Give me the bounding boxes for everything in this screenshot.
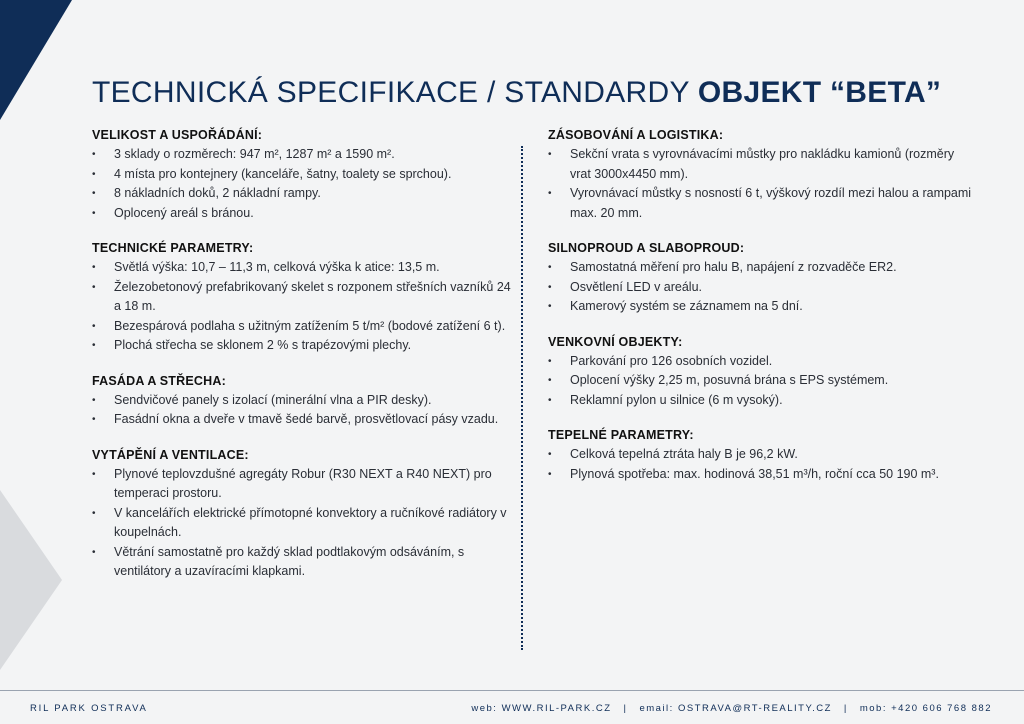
bullet-list [548, 145, 978, 223]
list-item-text: Samostatná měření pro halu B, napájení z rozvaděče ER2. [570, 260, 897, 274]
list-item [92, 278, 512, 317]
bullet-icon: • [92, 468, 96, 480]
list-item-text: Plynové teplovzdušné agregáty Robur (R30 NEXT a R40 NEXT) pro temperaci prostoru. [114, 466, 492, 500]
list-item [92, 336, 512, 356]
footer-email-link[interactable]: email: OSTRAVA@RT-REALITY.CZ [639, 703, 832, 714]
list-item-text: Parkování pro 126 osobních vozidel. [570, 353, 773, 368]
bullet-list [92, 258, 512, 356]
footer-separator: | [623, 703, 628, 714]
list-item [548, 145, 978, 184]
spec-section [92, 241, 512, 356]
footer-brand: RIL PARK OSTRAVA [30, 703, 148, 714]
spec-section [548, 428, 978, 484]
list-item [92, 165, 512, 185]
list-item-text: Kamerový systém se záznamem na 5 dní. [570, 299, 803, 313]
bullet-icon: • [92, 149, 96, 160]
list-item-text: Sendvičové panely s izolací (minerální vlna a PIR desky). [114, 392, 432, 407]
section-heading: VELIKOST A USPOŘÁDÁNÍ: [92, 128, 263, 142]
list-item-text: 3 sklady o rozměrech: 947 m², 1287 m² a 1590 m². [114, 147, 395, 161]
right-column [548, 128, 978, 502]
bullet-list [548, 352, 978, 411]
list-item-text: 8 nákladních doků, 2 nákladní rampy. [114, 186, 321, 200]
spec-section [92, 448, 512, 582]
list-item [92, 145, 512, 165]
list-item-text: Oplocení výšky 2,25 m, posuvná brána s EPS systémem. [570, 373, 889, 387]
bullet-list [92, 465, 512, 582]
bullet-list [548, 258, 978, 317]
list-item [548, 371, 978, 391]
list-item-text: V kancelářích elektrické přímotopné konvektory a ručníkové radiátory v koupelnách. [114, 505, 507, 539]
footer-divider [0, 690, 1024, 691]
bullet-icon: • [92, 188, 96, 199]
section-heading: SILNOPROUD A SLABOPROUD: [548, 241, 745, 255]
bullet-icon: • [92, 340, 96, 351]
list-item-text: Fasádní okna a dveře v tmavě šedé barvě, prosvětlovací pásy vzadu. [114, 412, 499, 426]
section-heading: VYTÁPĚNÍ A VENTILACE: [92, 447, 249, 462]
bullet-icon: • [548, 262, 552, 273]
list-item-text: Osvětlení LED v areálu. [570, 279, 703, 294]
list-item [548, 391, 978, 411]
list-item-text: Železobetonový prefabrikovaný skelet s rozponem střešních vazníků 24 a 18 m. [114, 279, 511, 313]
bullet-list [548, 445, 978, 484]
section-heading: FASÁDA A STŘECHA: [92, 373, 226, 388]
bullet-icon: • [548, 375, 552, 386]
list-item-text: Bezespárová podlaha s užitným zatížením 5 t/m² (bodové zatížení 6 t). [114, 318, 506, 333]
list-item [548, 297, 978, 317]
bullet-list [92, 391, 512, 430]
spec-section [92, 374, 512, 430]
list-item [92, 317, 512, 337]
bullet-icon: • [548, 468, 552, 480]
bullet-icon: • [548, 281, 552, 293]
list-item [92, 391, 512, 411]
bullet-icon: • [92, 414, 96, 425]
section-heading: TECHNICKÉ PARAMETRY: [92, 241, 254, 255]
spec-section [92, 128, 512, 223]
footer-web-link[interactable]: web: WWW.RIL-PARK.CZ [471, 703, 612, 714]
bullet-icon: • [548, 394, 552, 406]
list-item-text: Reklamní pylon u silnice (6 m vysoký). [570, 392, 783, 407]
list-item-text: Oplocený areál s bránou. [114, 205, 254, 220]
bullet-icon: • [92, 281, 96, 293]
side-triangle-decoration [0, 490, 62, 670]
list-item [92, 410, 512, 430]
section-heading: ZÁSOBOVÁNÍ A LOGISTIKA: [548, 128, 724, 142]
bullet-icon: • [548, 301, 552, 312]
spec-section [548, 128, 978, 223]
footer-phone: mob: +420 606 768 882 [859, 703, 992, 714]
bullet-icon: • [92, 546, 96, 558]
page-title [92, 76, 992, 110]
list-item [548, 445, 978, 465]
bullet-icon: • [92, 507, 96, 519]
list-item [92, 465, 512, 504]
list-item [548, 352, 978, 372]
list-item [548, 278, 978, 298]
bullet-icon: • [92, 168, 96, 180]
list-item-text: Vyrovnávací můstky s nosností 6 t, výškový rozdíl mezi halou a rampami max. 20 mm. [570, 186, 972, 220]
corner-triangle-decoration [0, 0, 72, 120]
list-item [92, 504, 512, 543]
footer-contacts [471, 703, 992, 714]
list-item [92, 258, 512, 278]
list-item [548, 258, 978, 278]
section-heading: VENKOVNÍ OBJEKTY: [548, 334, 683, 349]
list-item [92, 204, 512, 224]
bullet-icon: • [92, 262, 96, 273]
list-item-text: Světlá výška: 10,7 – 11,3 m, celková výška k atice: 13,5 m. [114, 260, 440, 274]
left-column [92, 128, 512, 600]
bullet-icon: • [548, 149, 552, 160]
column-divider [521, 146, 523, 650]
list-item [548, 465, 978, 485]
bullet-icon: • [548, 355, 552, 367]
spec-section [548, 335, 978, 411]
list-item-text: Plynová spotřeba: max. hodinová 38,51 m³/h, roční cca 50 190 m³. [570, 466, 939, 481]
list-item [92, 184, 512, 204]
bullet-icon: • [92, 207, 96, 219]
bullet-icon: • [92, 320, 96, 332]
list-item-text: Větrání samostatně pro každý sklad podtlakovým odsáváním, s ventilátory a uzavíracími klapkami. [114, 544, 465, 578]
spec-section [548, 241, 978, 317]
bullet-icon: • [92, 394, 96, 406]
list-item-text: Celková tepelná ztráta haly B je 96,2 kW. [570, 447, 798, 461]
title-regular: TECHNICKÁ SPECIFIKACE / STANDARDY [92, 76, 698, 109]
bullet-list [92, 145, 512, 223]
bullet-icon: • [548, 188, 552, 199]
list-item-text: Sekční vrata s vyrovnávacími můstky pro nakládku kamionů (rozměry vrat 3000x4450 mm). [570, 147, 955, 181]
bullet-icon: • [548, 449, 552, 460]
list-item [548, 184, 978, 223]
title-bold: OBJEKT “BETA” [697, 76, 942, 109]
list-item [92, 543, 512, 582]
footer-separator: | [843, 703, 848, 714]
list-item-text: 4 místa pro kontejnery (kanceláře, šatny, toalety se sprchou). [114, 166, 452, 181]
list-item-text: Plochá střecha se sklonem 2 % s trapézovými plechy. [114, 338, 412, 352]
section-heading: TEPELNÉ PARAMETRY: [548, 428, 694, 442]
